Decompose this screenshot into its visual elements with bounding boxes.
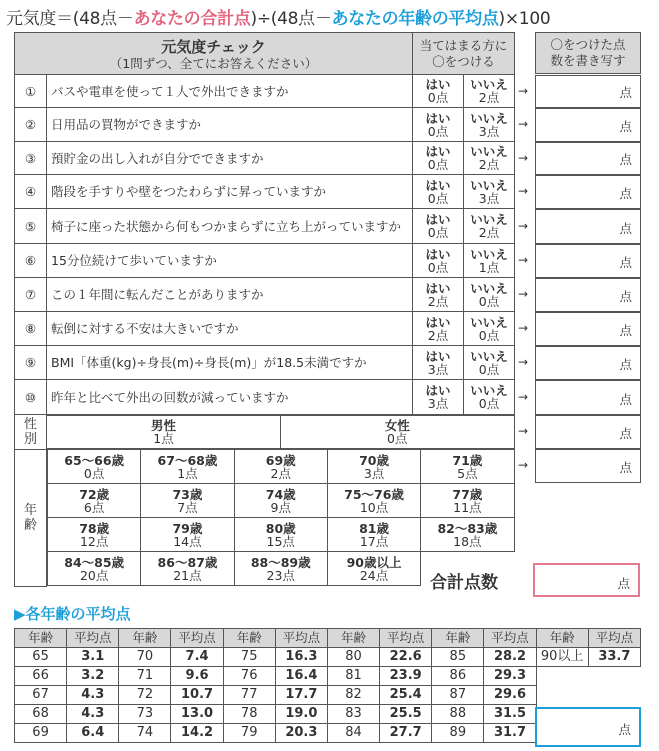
answer-col-line2: 〇をつける xyxy=(432,53,495,69)
avg-row xyxy=(15,648,641,667)
avg-age: 86 xyxy=(432,667,484,686)
avg-header-average: 平均点 xyxy=(380,629,432,648)
answer-yes[interactable]: はい 2点 xyxy=(413,278,464,312)
question-text: 椅子に座った状態から何もつかまらずに立ち上がっていますか xyxy=(47,209,413,244)
question-row xyxy=(15,346,515,380)
question-row xyxy=(15,108,515,142)
answer-no[interactable]: いいえ 3点 xyxy=(464,175,515,209)
age-option[interactable]: 86～87歳 21点 xyxy=(141,552,234,586)
age-option[interactable]: 77歳 11点 xyxy=(421,484,514,518)
avg-header-average: 平均点 xyxy=(67,629,119,648)
total-label: 合計点数 xyxy=(430,573,498,593)
avg-value: 4.3 xyxy=(67,686,119,705)
arrow-icon: → xyxy=(518,83,529,98)
answer-no[interactable]: いいえ 0点 xyxy=(464,380,515,415)
avg-value: 25.5 xyxy=(380,705,432,724)
score-entry-box[interactable]: 点 xyxy=(535,278,641,312)
avg-value: 13.0 xyxy=(171,705,223,724)
avg-value: 20.3 xyxy=(275,724,327,743)
avg-age: 88 xyxy=(432,705,484,724)
avg-age: 89 xyxy=(432,724,484,743)
arrow-icon: → xyxy=(518,253,529,267)
question-row xyxy=(15,380,515,415)
avg-age: 84 xyxy=(327,724,379,743)
avg-age: 82 xyxy=(327,686,379,705)
sex-option-male[interactable]: 男性 1点 xyxy=(47,416,281,449)
avg-value: 4.3 xyxy=(67,705,119,724)
avg-age: 72 xyxy=(119,686,171,705)
age-option[interactable]: 88～89歳 23点 xyxy=(234,552,327,586)
avg-header-age: 年齢 xyxy=(432,629,484,648)
avg-value: 31.7 xyxy=(484,724,536,743)
arrow-icon: → xyxy=(518,218,529,233)
question-number: ① xyxy=(15,75,47,108)
avg-age: 71 xyxy=(119,667,171,686)
score-entry-box[interactable]: 点 xyxy=(535,75,641,108)
answer-yes[interactable]: はい 0点 xyxy=(413,108,464,142)
score-entry-box[interactable]: 点 xyxy=(535,380,641,415)
avg-value: 33.7 xyxy=(588,648,640,667)
question-number: ⑨ xyxy=(15,346,47,380)
answer-no[interactable]: いいえ 3点 xyxy=(464,108,515,142)
avg-value: 31.5 xyxy=(484,705,536,724)
age-option[interactable]: 70歳 3点 xyxy=(327,450,420,484)
avg-age: 76 xyxy=(223,667,275,686)
answer-no[interactable]: いいえ 1点 xyxy=(464,244,515,278)
arrow-icon: → xyxy=(518,389,529,404)
arrow-icon: → xyxy=(518,117,529,131)
answer-yes[interactable]: はい 0点 xyxy=(413,244,464,278)
answer-no[interactable]: いいえ 2点 xyxy=(464,209,515,244)
avg-header-age: 年齢 xyxy=(536,629,588,648)
checklist-subtitle: （1問ずつ、全てにお答えください） xyxy=(109,56,318,71)
avg-value: 17.7 xyxy=(275,686,327,705)
age-option[interactable]: 90歳以上 24点 xyxy=(327,552,420,586)
arrow-icon: → xyxy=(518,321,529,335)
avg-age: 85 xyxy=(432,648,484,667)
question-text: 日用品の買物ができますか xyxy=(47,108,413,142)
score-entry-box[interactable]: 点 xyxy=(535,244,641,278)
question-number: ⑩ xyxy=(15,380,47,415)
checklist-title: 元気度チェック xyxy=(161,38,266,56)
score-entry-box[interactable]: 点 xyxy=(535,142,641,175)
age-option[interactable]: 79歳 14点 xyxy=(141,518,234,552)
answer-no[interactable]: いいえ 0点 xyxy=(464,278,515,312)
avg-value: 3.1 xyxy=(67,648,119,667)
age-option[interactable]: 81歳 17点 xyxy=(327,518,420,552)
formula-part-5: )×100 xyxy=(498,9,551,29)
question-row xyxy=(15,75,515,108)
avg-value: 7.4 xyxy=(171,648,223,667)
avg-header-average: 平均点 xyxy=(588,629,640,648)
age-average-answer-box[interactable]: 点 xyxy=(535,707,641,747)
answer-col-line1: 当てはまる方に xyxy=(419,37,508,53)
question-row xyxy=(15,142,515,175)
age-option[interactable]: 84～85歳 20点 xyxy=(48,552,141,586)
arrow-icon: → xyxy=(518,458,529,472)
age-option[interactable]: 78歳 12点 xyxy=(48,518,141,552)
answer-yes[interactable]: はい 0点 xyxy=(413,75,464,108)
question-text: BMI「体重(kg)÷身長(m)÷身長(m)」が18.5未満ですか xyxy=(47,346,413,380)
formula-part-3: )÷(48点－ xyxy=(250,9,332,29)
question-number: ③ xyxy=(15,142,47,175)
age-option[interactable]: 65～66歳 0点 xyxy=(48,450,141,484)
avg-header-age: 年齢 xyxy=(327,629,379,648)
avg-value: 23.9 xyxy=(380,667,432,686)
age-option[interactable]: 75～76歳 10点 xyxy=(327,484,420,518)
question-text: 預貯金の出し入れが自分でできますか xyxy=(47,142,413,175)
score-entry-box[interactable]: 点 xyxy=(535,312,641,346)
avg-age: 69 xyxy=(15,724,67,743)
avg-value: 29.3 xyxy=(484,667,536,686)
answer-no[interactable]: いいえ 0点 xyxy=(464,346,515,380)
question-number: ⑦ xyxy=(15,278,47,312)
answer-column-header xyxy=(413,33,515,75)
question-row xyxy=(15,175,515,209)
avg-header-age: 年齢 xyxy=(223,629,275,648)
age-option[interactable]: 72歳 6点 xyxy=(48,484,141,518)
arrow-icon: → xyxy=(518,287,529,301)
answer-no[interactable]: いいえ 0点 xyxy=(464,312,515,346)
avg-age: 81 xyxy=(327,667,379,686)
avg-value: 16.3 xyxy=(275,648,327,667)
avg-value: 29.6 xyxy=(484,686,536,705)
question-text: 階段を手すりや壁をつたわらずに昇っていますか xyxy=(47,175,413,209)
question-text: この１年間に転んだことがありますか xyxy=(47,278,413,312)
avg-age: 80 xyxy=(327,648,379,667)
avg-header-average: 平均点 xyxy=(484,629,536,648)
age-grid xyxy=(47,449,515,586)
avg-age: 78 xyxy=(223,705,275,724)
avg-age: 79 xyxy=(223,724,275,743)
avg-age: 87 xyxy=(432,686,484,705)
avg-header-average: 平均点 xyxy=(275,629,327,648)
avg-value: 6.4 xyxy=(67,724,119,743)
avg-row xyxy=(15,686,641,705)
avg-age: 83 xyxy=(327,705,379,724)
question-text: 転倒に対する不安は大きいですか xyxy=(47,312,413,346)
question-number: ② xyxy=(15,108,47,142)
question-number: ⑧ xyxy=(15,312,47,346)
age-option[interactable]: 74歳 9点 xyxy=(234,484,327,518)
avg-value: 27.7 xyxy=(380,724,432,743)
question-number: ⑥ xyxy=(15,244,47,278)
checklist-table xyxy=(14,32,515,587)
age-option[interactable]: 69歳 2点 xyxy=(234,450,327,484)
answer-no[interactable]: いいえ 2点 xyxy=(464,142,515,175)
avg-age: 68 xyxy=(15,705,67,724)
checklist-header xyxy=(15,33,413,75)
arrow-icon: → xyxy=(518,424,529,438)
formula xyxy=(6,4,550,29)
total-score-box[interactable]: 点 xyxy=(533,563,640,597)
avg-age: 73 xyxy=(119,705,171,724)
score-entry-box[interactable]: 点 xyxy=(535,175,641,209)
avg-value: 14.2 xyxy=(171,724,223,743)
question-text: 昨年と比べて外出の回数が減っていますか xyxy=(47,380,413,415)
avg-value: 25.4 xyxy=(380,686,432,705)
avg-age: 66 xyxy=(15,667,67,686)
answer-yes[interactable]: はい 0点 xyxy=(413,175,464,209)
score-entry-box[interactable]: 点 xyxy=(535,209,641,244)
avg-age: 75 xyxy=(223,648,275,667)
avg-row xyxy=(15,667,641,686)
sex-label: 性 別 xyxy=(15,415,47,450)
avg-header-age: 年齢 xyxy=(15,629,67,648)
avg-age: 70 xyxy=(119,648,171,667)
avg-age: 77 xyxy=(223,686,275,705)
answer-yes[interactable]: はい 3点 xyxy=(413,346,464,380)
answer-yes[interactable]: はい 0点 xyxy=(413,142,464,175)
formula-your-age-average: あなたの年齢の平均点 xyxy=(331,9,499,29)
formula-part-1: 元気度＝(48点－ xyxy=(6,9,134,29)
score-entry-box[interactable]: 点 xyxy=(535,415,641,449)
avg-header-average: 平均点 xyxy=(171,629,223,648)
answer-yes[interactable]: はい 0点 xyxy=(413,209,464,244)
question-row xyxy=(15,278,515,312)
question-row xyxy=(15,209,515,244)
age-average-title: ▶各年齢の平均点 xyxy=(14,605,131,623)
avg-value: 19.0 xyxy=(275,705,327,724)
avg-value: 9.6 xyxy=(171,667,223,686)
age-option[interactable]: 67～68歳 1点 xyxy=(141,450,234,484)
avg-age: 65 xyxy=(15,648,67,667)
score-entry-box[interactable]: 点 xyxy=(535,346,641,380)
age-option[interactable]: 73歳 7点 xyxy=(141,484,234,518)
avg-value: 22.6 xyxy=(380,648,432,667)
avg-age: 67 xyxy=(15,686,67,705)
avg-value: 10.7 xyxy=(171,686,223,705)
age-label: 年 齢 xyxy=(15,449,47,586)
formula-your-total: あなたの合計点 xyxy=(133,9,251,29)
arrow-icon: → xyxy=(518,355,529,369)
avg-age: 74 xyxy=(119,724,171,743)
question-text: 15分位続けて歩いていますか xyxy=(47,244,413,278)
avg-value: 3.2 xyxy=(67,667,119,686)
arrow-icon: → xyxy=(518,184,529,198)
avg-value: 16.4 xyxy=(275,667,327,686)
score-entry-box[interactable]: 点 xyxy=(535,449,641,483)
question-number: ⑤ xyxy=(15,209,47,244)
age-option[interactable]: 80歳 15点 xyxy=(234,518,327,552)
avg-age: 90以上 xyxy=(536,648,588,667)
question-row xyxy=(15,244,515,278)
sex-option-female[interactable]: 女性 0点 xyxy=(281,416,515,449)
arrow-icon: → xyxy=(518,150,529,165)
question-row xyxy=(15,312,515,346)
write-column-header: 〇をつけた点 数を書き写す xyxy=(535,32,641,74)
answer-yes[interactable]: はい 3点 xyxy=(413,380,464,415)
avg-header-age: 年齢 xyxy=(119,629,171,648)
answer-yes[interactable]: はい 2点 xyxy=(413,312,464,346)
age-option[interactable]: 82～83歳 18点 xyxy=(421,518,514,552)
age-option[interactable]: 71歳 5点 xyxy=(421,450,514,484)
avg-value: 28.2 xyxy=(484,648,536,667)
question-number: ④ xyxy=(15,175,47,209)
question-text: バスや電車を使って１人で外出できますか xyxy=(47,75,413,108)
answer-no[interactable]: いいえ 2点 xyxy=(464,75,515,108)
score-entry-box[interactable]: 点 xyxy=(535,108,641,142)
